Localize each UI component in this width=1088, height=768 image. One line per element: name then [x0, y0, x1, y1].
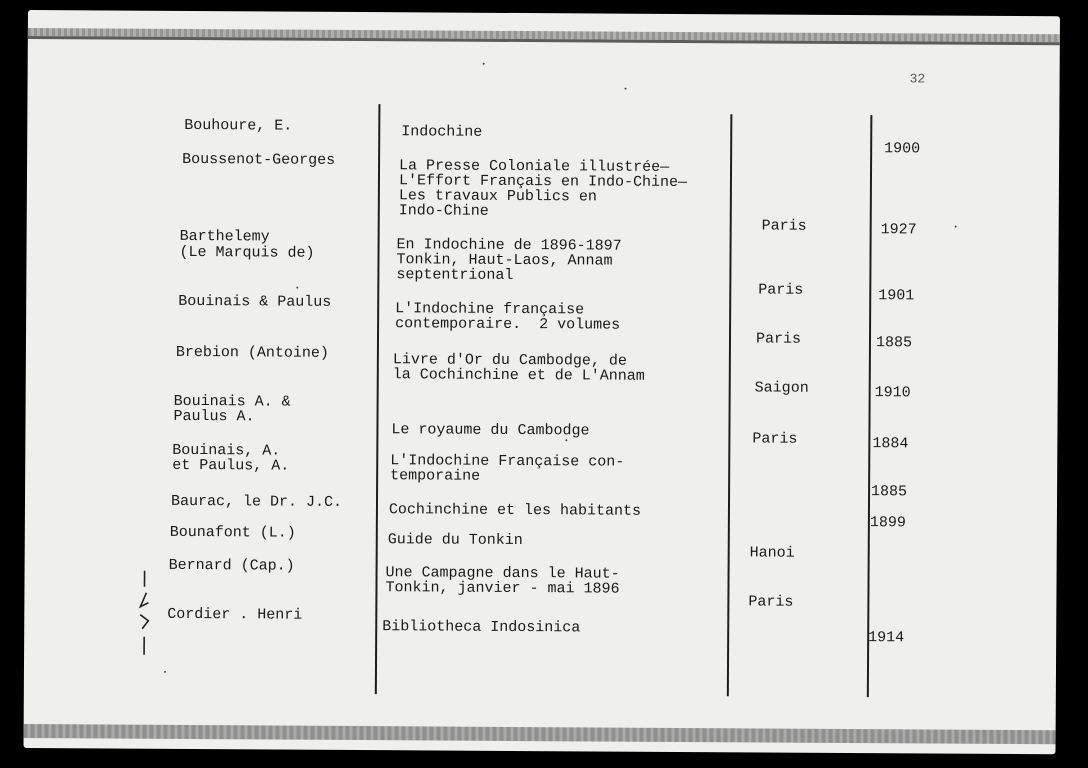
entry-title: Livre d'Or du Cambodge, de [392, 351, 627, 370]
entry-title: La Presse Coloniale illustrée— [399, 157, 670, 176]
column-rule-2 [727, 114, 733, 696]
page-number: 32 [909, 71, 926, 87]
entry-author: Bouhoure, E. [184, 116, 293, 135]
entry-title: la Cochinchine et de L'Annam [392, 366, 645, 385]
entry-title: Les travaux Publics en [398, 187, 597, 206]
column-rule-1 [375, 104, 381, 694]
entry-title: Une Campagne dans le Haut- [385, 564, 620, 583]
entry-title: Le royaume du Cambodge [391, 421, 590, 440]
entry-author: Bouinais A. & [173, 392, 291, 411]
entry-title: L'Indochine Française con- [390, 452, 625, 471]
entry-year: 1910 [874, 384, 911, 402]
entry-author: Bouinais & Paulus [178, 292, 332, 311]
scan-speck [955, 226, 957, 228]
entry-title: contemporaire. 2 volumes [395, 315, 621, 334]
entry-author: Baurac, le Dr. J.C. [170, 492, 343, 511]
scan-speck [565, 439, 567, 441]
entry-place: Saigon [754, 379, 809, 397]
index-card-page [23, 10, 1059, 754]
scan-speck [483, 63, 485, 65]
entry-title: L'Effort Français en Indo-Chine— [398, 172, 688, 192]
entry-title: Tonkin, janvier - mai 1896 [385, 579, 620, 598]
entry-author: Bernard (Cap.) [168, 556, 295, 575]
scan-speck [625, 88, 627, 90]
scan-speck [164, 671, 166, 673]
entry-title: septentrional [396, 266, 514, 284]
entry-author: Cordier . Henri [167, 605, 303, 624]
entry-title: Indochine [401, 123, 483, 141]
entry-author: Brebion (Antoine) [175, 343, 329, 362]
entry-author: et Paulus, A. [172, 456, 290, 475]
handwritten-margin-mark [136, 569, 157, 659]
entry-place: Hanoi [749, 544, 795, 562]
entry-year: 1885 [875, 334, 913, 352]
scan-speck [296, 287, 298, 289]
entry-place: Paris [758, 281, 804, 299]
entry-author: Paulus A. [173, 407, 255, 426]
entry-place: Paris [755, 330, 802, 348]
entry-year: 1885 [871, 483, 908, 501]
entry-place: Paris [761, 217, 807, 235]
entry-title: Bibliotheca Indosinica [382, 618, 581, 637]
entry-title: Indo-Chine [398, 202, 489, 220]
entry-year: 1899 [869, 514, 906, 532]
entry-title: Tonkin, Haut-Laos, Annam [396, 251, 613, 270]
entry-author: Bouinais, A. [172, 441, 281, 460]
column-rule-3 [867, 115, 873, 697]
entry-title: temporaine [390, 467, 481, 485]
entry-year: 1914 [868, 629, 905, 647]
entry-year: 1901 [878, 287, 915, 305]
entry-year: 1900 [884, 140, 921, 158]
entry-author: Boussenot-Georges [182, 150, 336, 169]
entry-title: En Indochine de 1896-1897 [396, 236, 622, 255]
entry-title: Cochinchine et les habitants [388, 501, 642, 520]
entry-place: Paris [752, 430, 798, 448]
scan-bottom-edge [24, 724, 1056, 744]
entry-year: 1884 [872, 435, 909, 453]
entry-author: Barthelemy [179, 227, 270, 246]
entry-author: (Le Marquis de) [179, 243, 315, 262]
entry-place: Paris [748, 593, 794, 611]
entry-title: Guide du Tonkin [387, 531, 523, 550]
entry-year: 1927 [880, 221, 917, 239]
entry-author: Bounafont (L.) [169, 523, 296, 542]
entry-title: L'Indochine française [395, 300, 585, 319]
